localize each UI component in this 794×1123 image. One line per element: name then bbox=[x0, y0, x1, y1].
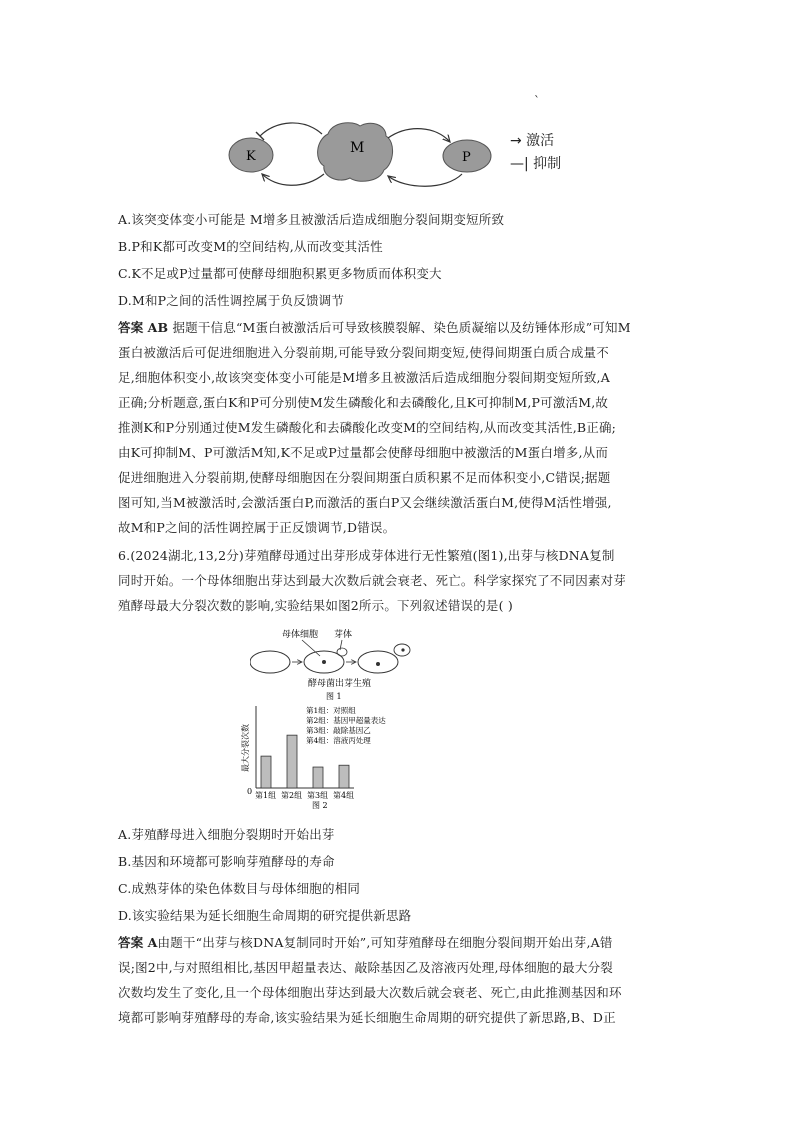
bar-1 bbox=[261, 756, 271, 788]
x-tick-label: 第1组 bbox=[255, 791, 277, 800]
legend-entry: 第2组：基因甲超量表达 bbox=[306, 716, 386, 725]
node-p-label: P bbox=[462, 150, 471, 165]
answer-label: 答案 bbox=[118, 935, 144, 950]
q6-stem-line: 6.(2024湖北,13,2分)芽殖酵母通过出芽形成芽体进行无性繁殖(图1),出芽与核DNA复制 bbox=[118, 548, 615, 563]
q5-answer-line: 蛋白被激活后可促进细胞进入分裂前期,可能导致分裂间期变短,使得间期蛋白质合成量不 bbox=[118, 345, 609, 360]
q5-answer-line: 足,细胞体积变小,故该突变体变小可能是M增多且被激活后造成细胞分裂间期变短所致,A bbox=[118, 370, 610, 385]
q6-answer-line: 次数均发生了变化,且一个母体细胞出芽达到最大次数后就会衰老、死亡,由此推测基因和环 bbox=[118, 985, 622, 1000]
p-activate-m-arrow bbox=[388, 174, 462, 186]
q5-option-b: B.P和K都可改变M的空间结构,从而改变其活性 bbox=[118, 239, 383, 254]
q6-answer-line: 误;图2中,与对照组相比,基因甲超量表达、敲除基因乙及溶液丙处理,母体细胞的最大分裂 bbox=[118, 960, 613, 975]
node-m-label: M bbox=[350, 140, 365, 156]
q5-option-a: A.该突变体变小可能是 M增多且被激活后造成细胞分裂间期变短所致 bbox=[118, 212, 505, 227]
legend-entry: 第1组：对照组 bbox=[306, 706, 356, 715]
q6-option-c: C.成熟芽体的染色体数目与母体细胞的相同 bbox=[118, 881, 361, 896]
q5-answer-line: 由K可抑制M、P可激活M知,K不足或P过量都会使酵母细胞中被激活的M蛋白增多,从而 bbox=[118, 445, 609, 460]
answer-text: 由题干“出芽与核DNA复制同时开始”,可知芽殖酵母在细胞分裂间期开始出芽,A错 bbox=[157, 935, 613, 950]
answer-label: 答案 bbox=[118, 320, 144, 335]
x-tick-label: 第4组 bbox=[333, 791, 355, 800]
q6-answer-line: 境都可影响芽殖酵母的寿命,该实验结果为延长细胞生命周期的研究提供了新思路,B、D正 bbox=[118, 1010, 616, 1025]
origin-label: 0 bbox=[247, 787, 253, 796]
q5-answer-line: 促进细胞进入分裂前期,使酵母细胞因在分裂间期蛋白质积累不足而体积变小,C错误;据题 bbox=[118, 470, 611, 485]
fig1-label: 图 1 bbox=[326, 692, 342, 701]
answer-key: A bbox=[147, 935, 158, 950]
legend-inhibit: —| 抑制 bbox=[510, 156, 562, 172]
x-tick-label: 第3组 bbox=[307, 791, 329, 800]
q6-answer-line-1 bbox=[118, 933, 678, 951]
q6-option-d: D.该实验结果为延长细胞生命周期的研究提供新思路 bbox=[118, 908, 412, 923]
node-k-label: K bbox=[246, 149, 256, 164]
bar-3 bbox=[313, 767, 323, 788]
fig1-caption: 酵母菌出芽生殖 bbox=[308, 679, 372, 689]
x-tick-label: 第2组 bbox=[281, 791, 303, 800]
q5-answer-line: 正确;分析题意,蛋白K和P可分别使M发生磷酸化和去磷酸化,且K可抑制M,P可激活M,故 bbox=[118, 395, 609, 410]
q6-stem-line: 同时开始。一个母体细胞出芽达到最大次数后就会衰老、死亡。科学家探究了不同因素对芽 bbox=[118, 573, 627, 588]
q5-answer-line-1 bbox=[118, 318, 678, 336]
legend-entry: 第4组：溶液丙处理 bbox=[306, 736, 371, 745]
bud-label: 芽体 bbox=[334, 630, 353, 640]
max-division-bar-chart bbox=[236, 702, 436, 812]
legend-activate: → 激活 bbox=[510, 133, 555, 149]
q5-answer-line: 推测K和P分别通过使M发生磷酸化和去磷酸化改变M的空间结构,从而改变其活性,B正确; bbox=[118, 420, 617, 435]
legend-entry: 第3组：敲除基因乙 bbox=[306, 726, 371, 735]
q5-option-c: C.K不足或P过量都可使酵母细胞积累更多物质而体积变大 bbox=[118, 266, 442, 281]
m-activate-p-arrow bbox=[388, 129, 450, 142]
answer-text: 据题干信息“M蛋白被激活后可导致核膜裂解、染色质凝缩以及纺锤体形成”可知M bbox=[172, 320, 631, 335]
bar-4 bbox=[339, 765, 349, 788]
answer-key: AB bbox=[147, 320, 169, 335]
top-mark: ` bbox=[534, 94, 540, 108]
q5-answer-line: 图可知,当M被激活时,会激活蛋白P,而激活的蛋白P又会继续激活蛋白M,使得M活性增强, bbox=[118, 495, 612, 510]
bar-2 bbox=[287, 735, 297, 788]
q5-answer-line: 故M和P之间的活性调控属于正反馈调节,D错误。 bbox=[118, 520, 396, 535]
q6-stem-line: 殖酵母最大分裂次数的影响,实验结果如图2所示。下列叙述错误的是( ) bbox=[118, 598, 513, 613]
q5-option-d: D.M和P之间的活性调控属于负反馈调节 bbox=[118, 293, 345, 308]
q6-option-b: B.基因和环境都可影响芽殖酵母的寿命 bbox=[118, 854, 335, 869]
k-inhibit-m-arrow bbox=[260, 123, 322, 136]
q6-option-a: A.芽殖酵母进入细胞分裂期时开始出芽 bbox=[118, 827, 335, 842]
budding-figure bbox=[250, 624, 430, 702]
y-axis-label: 最大分裂次数 bbox=[241, 724, 250, 772]
mother-cell-label: 母体细胞 bbox=[282, 630, 319, 640]
m-to-k-arrow bbox=[262, 174, 324, 185]
fig2-label: 图 2 bbox=[312, 801, 328, 810]
